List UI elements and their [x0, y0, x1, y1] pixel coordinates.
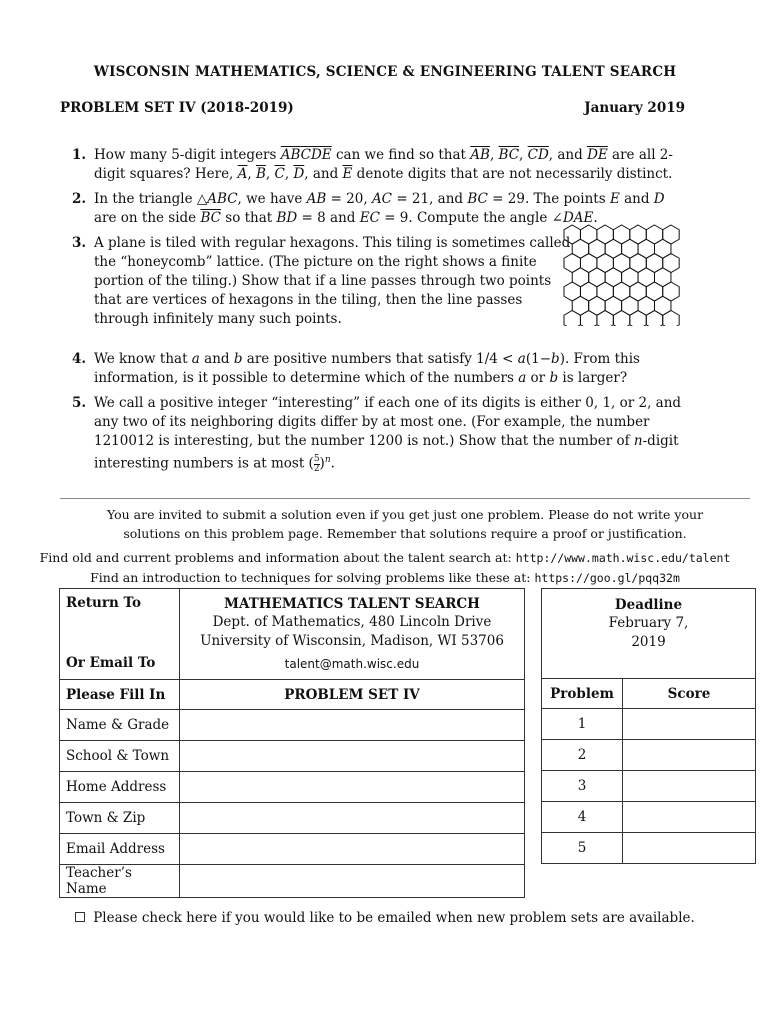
problem-number: 4.: [72, 351, 87, 367]
field-input-email-address[interactable]: [180, 834, 525, 865]
hexagon-cell: [646, 311, 662, 327]
deadline-cell: [542, 589, 756, 679]
issue-date: January 2019: [584, 100, 685, 116]
score-row-score: [623, 833, 756, 864]
problem-1: [60, 146, 688, 184]
intro-techniques-link[interactable]: https://goo.gl/pqq32m: [534, 571, 680, 585]
return-to-label: Return To: [66, 595, 141, 611]
field-input-town-zip[interactable]: [180, 803, 525, 834]
submission-note-line: You are invited to submit a solution even if you get just one problem. Please do not write your: [106, 507, 704, 522]
score-row-score: [623, 802, 756, 833]
score-row-score: [623, 771, 756, 802]
score-row-score: [623, 709, 756, 740]
email-opt-in-checkbox[interactable]: [75, 912, 85, 922]
return-to-cell: [60, 589, 180, 680]
problem-column-header: Problem: [542, 679, 623, 709]
email-opt-in-label: Please check here if you would like to be emailed when new problem sets are available.: [93, 910, 695, 926]
resource-line-intro: [0, 568, 770, 588]
problem-2: [60, 190, 688, 228]
resource-label: Find an introduction to techniques for solving problems like these at:: [90, 570, 531, 585]
field-input-name-grade[interactable]: [180, 710, 525, 741]
resource-label: Find old and current problems and information about the talent search at:: [39, 550, 512, 565]
problem-number: 2.: [72, 191, 87, 207]
honeycomb-lattice-figure: [563, 224, 689, 326]
submission-form: [59, 588, 525, 898]
problem-number: 5.: [72, 395, 87, 411]
problem-text: We call a positive integer “interesting” if each one of its digits is either 0, 1, or 2, and any two of its neighboring digits differ by at most one. (For example, the number 1210012 is interesting, but the number 1200 is not.) Show that the number of n-digit interesting numbers is at most ( $\frac{5}{2}$ )$^n$.: [94, 395, 682, 474]
field-input-teacher-name[interactable]: [180, 865, 525, 898]
score-row-problem: 4: [542, 802, 623, 833]
hexagon-cell: [564, 311, 580, 327]
email-opt-in: [0, 910, 770, 926]
problem-set-label: PROBLEM SET IV (2018-2019): [60, 100, 294, 116]
score-row-problem: 2: [542, 740, 623, 771]
field-input-school-town[interactable]: [180, 741, 525, 772]
field-label-email-address: Email Address: [60, 834, 180, 865]
problem-5: [60, 394, 688, 474]
problem-text: How many 5-digit integers ABCDE can we find so that $\overline{AB}$, $\overline{BC}$, $\overline{CD}$, and $\overline{DE}$ are all 2-digit squares? Here, $\overline{A}$, $\overline{B}$, $\overline{C}$, $\overline{D}$, and $\overline{E}$ denote digits that are not necessarily distinct.: [94, 147, 673, 182]
hexagon-cell: [580, 311, 596, 327]
problem-text: We know that a and b are positive numbers that satisfy 1/4 < a(1−b). From this information, is it possible to determine which of the numbers a or b is larger?: [94, 351, 640, 386]
submission-email: talent@math.wisc.edu: [284, 657, 420, 671]
score-row-problem: 1: [542, 709, 623, 740]
hexagon-cell: [630, 311, 646, 327]
field-label-school-town: School & Town: [60, 741, 180, 772]
resource-line-old: [0, 548, 770, 568]
field-label-name-grade: Name & Grade: [60, 710, 180, 741]
problem-set-header: PROBLEM SET IV: [180, 680, 525, 710]
score-row-problem: 3: [542, 771, 623, 802]
score-column-header: Score: [623, 679, 756, 709]
address-line: University of Wisconsin, Madison, WI 53706: [200, 633, 504, 649]
mailing-address-cell: [180, 589, 525, 680]
problem-text: In the triangle △ABC, we have AB = 20, AC = 21, and BC = 29. The points E and D are on the side $\overline{BC}$ so that BD = 8 and EC = 9. Compute the angle ∠DAE.: [94, 191, 665, 226]
problem-text: A plane is tiled with regular hexagons. This tiling is sometimes called the “honeycomb” lattice. (The picture on the right shows a finite portion of the tiling.) Show that if a line passes through two points that are vertices of hexagons in the tiling, then the line passes through infinitely many such points.: [94, 235, 571, 327]
org-title: MATHEMATICS TALENT SEARCH: [224, 596, 480, 612]
resource-links: [0, 548, 770, 588]
problem-number: 1.: [72, 147, 87, 163]
problem-4: [60, 350, 688, 388]
page-title: WISCONSIN MATHEMATICS, SCIENCE & ENGINEERING TALENT SEARCH: [93, 64, 677, 80]
or-email-to-label: Or Email To: [66, 655, 156, 671]
hexagon-cell: [613, 311, 629, 327]
field-label-home-address: Home Address: [60, 772, 180, 803]
field-input-home-address[interactable]: [180, 772, 525, 803]
section-divider: [60, 498, 750, 499]
address-line: Dept. of Mathematics, 480 Lincoln Drive: [212, 614, 492, 630]
hexagon-cell: [597, 311, 613, 327]
field-label-town-zip: Town & Zip: [60, 803, 180, 834]
field-label-teacher-name: Teacher’s Name: [60, 865, 180, 898]
deadline-date: February 7,: [608, 615, 689, 631]
score-table: [541, 588, 756, 864]
please-fill-in-label: Please Fill In: [60, 680, 180, 710]
problem-number: 3.: [72, 235, 87, 251]
score-row-score: [623, 740, 756, 771]
submission-note-line: solutions on this problem page. Remember that solutions require a proof or justification.: [123, 526, 687, 541]
submission-note: [60, 505, 750, 543]
deadline-label: Deadline: [614, 597, 683, 613]
talent-search-link[interactable]: http://www.math.wisc.edu/talent: [515, 551, 731, 565]
deadline-year: 2019: [631, 634, 666, 650]
score-row-problem: 5: [542, 833, 623, 864]
hexagon-cell: [663, 311, 679, 327]
